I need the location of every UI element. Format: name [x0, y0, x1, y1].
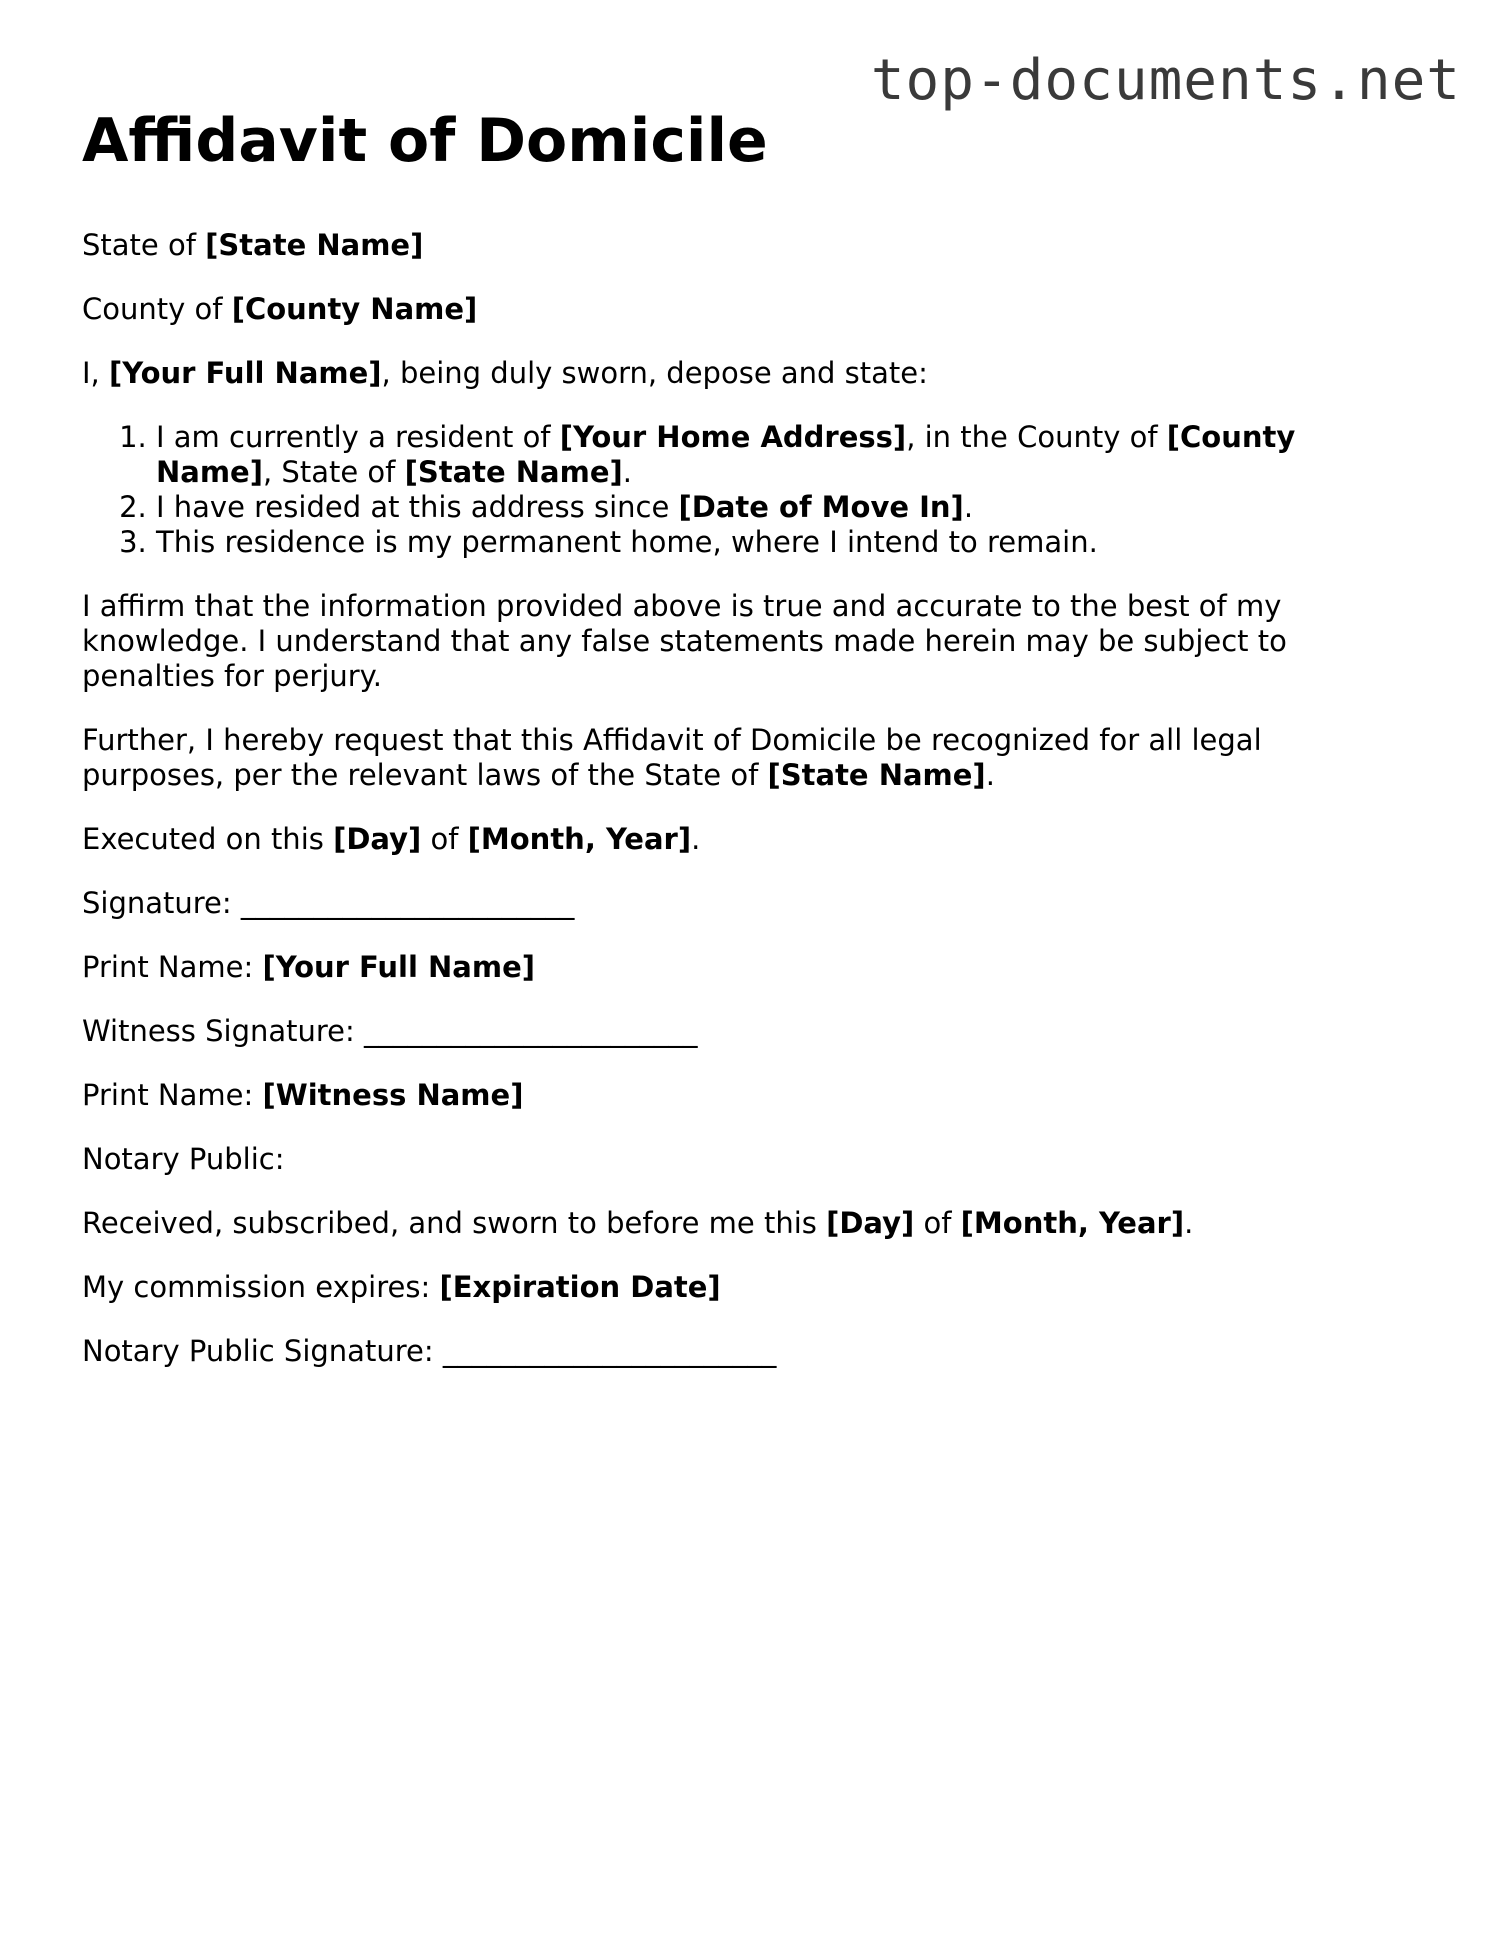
document-body: [82, 100, 1372, 1398]
state-placeholder: [State Name]: [205, 228, 424, 262]
intro-prefix: I,: [82, 356, 109, 390]
expiration-date-placeholder: [Expiration Date]: [439, 1270, 721, 1304]
statement-list: [82, 420, 1372, 560]
item-text: .: [963, 490, 974, 524]
state-placeholder: [State Name]: [404, 455, 623, 489]
item-text: .: [622, 455, 632, 489]
commission-line: [82, 1270, 1372, 1305]
notary-signature-line: [82, 1334, 1372, 1369]
signature-blank[interactable]: _______________________: [240, 886, 575, 920]
state-placeholder: [State Name]: [767, 758, 986, 792]
month-year-placeholder: [Month, Year]: [467, 822, 692, 856]
county-line: [82, 292, 1372, 327]
intro-statement: [82, 356, 1372, 391]
list-item: [156, 420, 1372, 490]
further-text: Further, I hereby request that this Affidavit of Domicile be recognized for all legal purposes, per the relevant laws of the State of: [82, 723, 1262, 792]
executed-text: of: [421, 822, 468, 856]
witness-signature-label: Witness Signature:: [82, 1014, 365, 1048]
full-name-placeholder: [Your Full Name]: [109, 356, 382, 390]
received-text: .: [1184, 1206, 1194, 1240]
list-item: [156, 525, 1372, 560]
item-text: , State of: [262, 455, 405, 489]
document-title: Affidavit of Domicile: [82, 106, 768, 176]
affirmation-paragraph: I affirm that the information provided above is true and accurate to the best of my knowledge. I understand that any false statements made herein may be subject to penalties for perjury.: [82, 589, 1287, 693]
day-placeholder: [Day]: [826, 1206, 915, 1240]
received-text: of: [914, 1206, 961, 1240]
executed-text: Executed on this: [82, 822, 334, 856]
further-end: .: [985, 758, 995, 792]
witness-print-name-line: [82, 1078, 1372, 1113]
executed-line: [82, 822, 1372, 857]
witness-print-name-label: Print Name:: [82, 1078, 263, 1112]
signature-label: Signature:: [82, 886, 241, 920]
county-placeholder: [County Name]: [231, 292, 478, 326]
state-label: State of: [82, 228, 206, 262]
intro-suffix: , being duly sworn, depose and state:: [381, 356, 928, 390]
list-item: [156, 490, 1372, 525]
commission-label: My commission expires:: [82, 1270, 440, 1304]
executed-text: .: [691, 822, 701, 856]
item-text: This residence is my permanent home, where I intend to remain.: [156, 525, 1098, 559]
county-placeholder: [County Name]: [156, 420, 1296, 489]
item-text: I have resided at this address since: [156, 490, 679, 524]
signature-line: [82, 886, 1372, 921]
witness-name-placeholder: [Witness Name]: [262, 1078, 524, 1112]
further-paragraph: [82, 723, 1372, 793]
item-text: I am currently a resident of: [156, 420, 560, 454]
month-year-placeholder: [Month, Year]: [960, 1206, 1185, 1240]
notary-signature-blank[interactable]: _______________________: [442, 1334, 777, 1368]
day-placeholder: [Day]: [333, 822, 422, 856]
notary-signature-label: Notary Public Signature:: [82, 1334, 443, 1368]
move-in-date-placeholder: [Date of Move In]: [678, 490, 964, 524]
print-name-label: Print Name:: [82, 950, 263, 984]
notary-public-heading: Notary Public:: [82, 1142, 285, 1176]
received-text: Received, subscribed, and sworn to before me this: [82, 1206, 827, 1240]
witness-signature-blank[interactable]: _______________________: [364, 1014, 698, 1048]
received-line: [82, 1206, 1372, 1241]
item-text: , in the County of: [906, 420, 1167, 454]
print-name-line: [82, 950, 1372, 985]
full-name-placeholder: [Your Full Name]: [262, 950, 536, 984]
state-line: [82, 228, 1372, 263]
county-label: County of: [82, 292, 232, 326]
witness-signature-line: [82, 1014, 1372, 1049]
home-address-placeholder: [Your Home Address]: [559, 420, 907, 454]
watermark: top-documents.net: [870, 48, 1461, 113]
